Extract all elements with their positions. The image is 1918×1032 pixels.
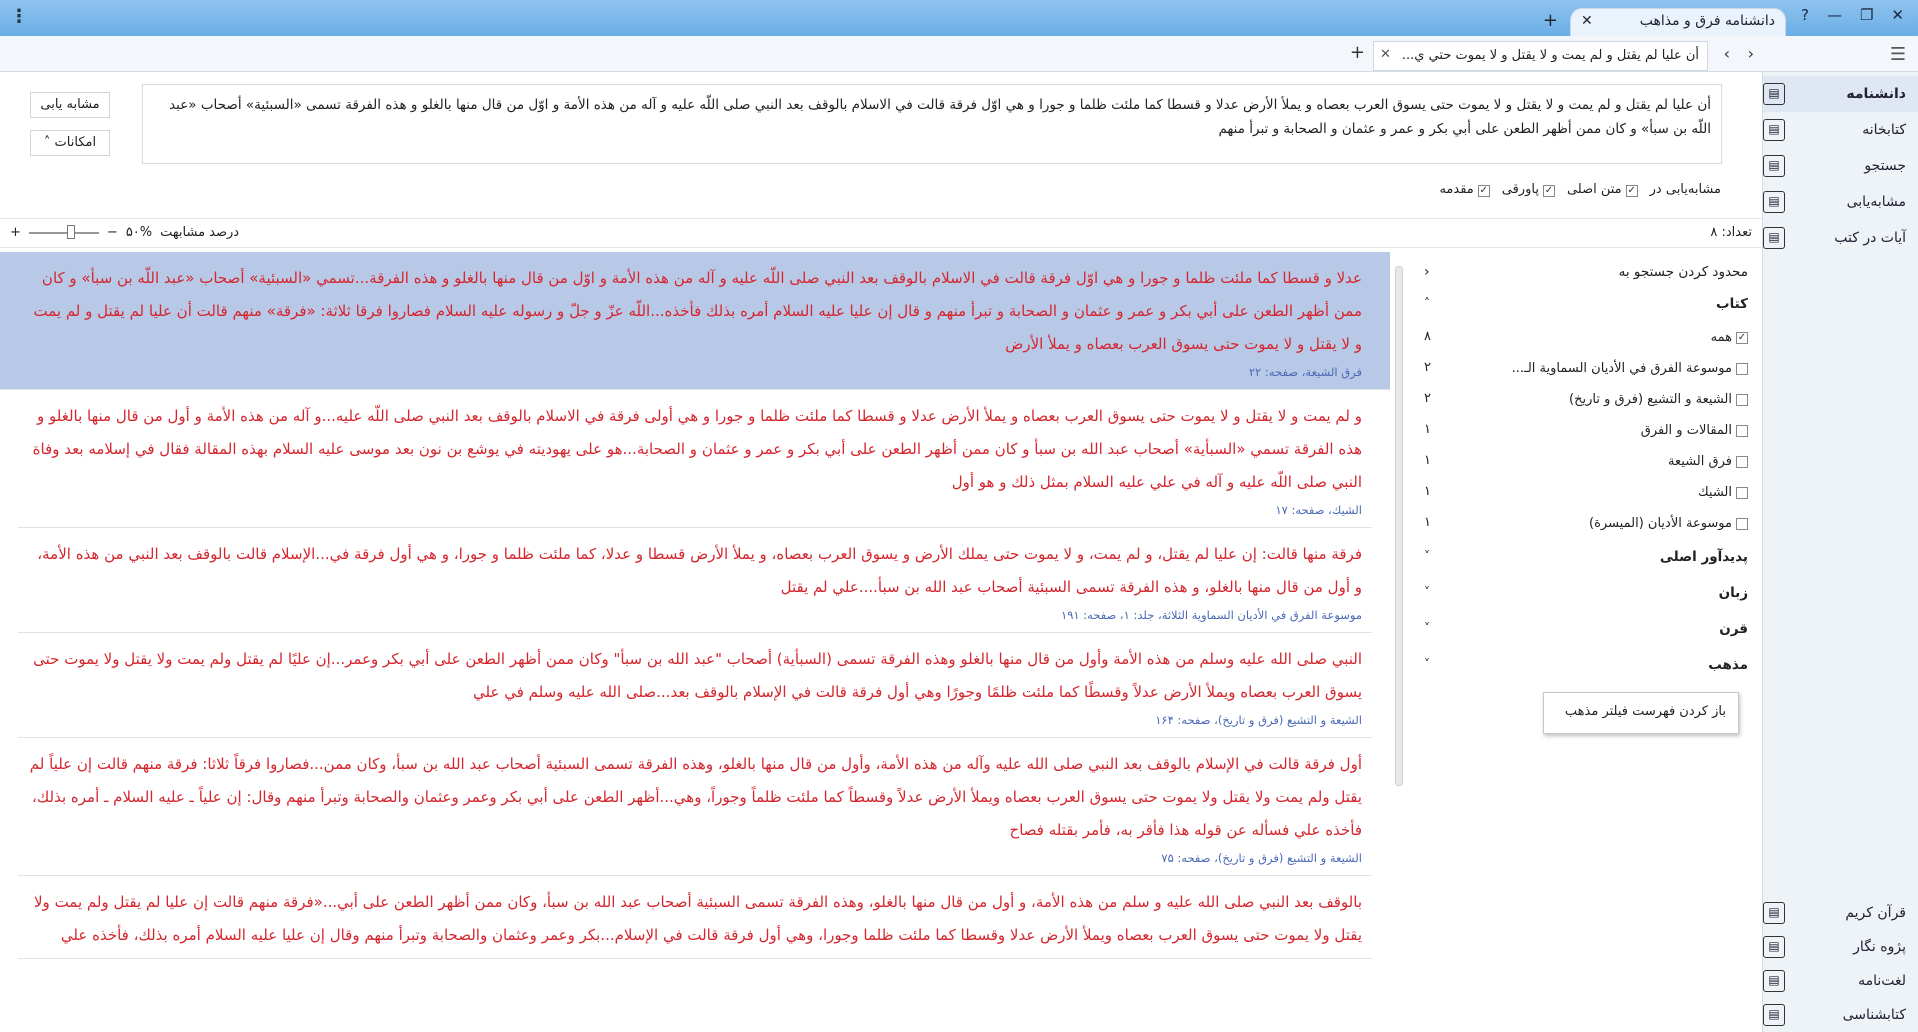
increase-button[interactable]: + [10,225,21,240]
quran-icon: ▤ [1763,902,1785,924]
check-footnote[interactable]: ✓پاورقی [1501,182,1554,197]
sidebar-item[interactable] [1763,112,1918,148]
result-item[interactable] [18,876,1372,959]
search-scope-checks [1439,182,1721,197]
filter-book-label: الشيعة و التشيع (فرق و تاريخ) [1569,392,1732,407]
filter-section-label: پدیدآور اصلی [1659,549,1748,565]
results-scrollbar[interactable] [1392,256,1406,1032]
check-introduction[interactable]: ✓مقدمه [1439,182,1488,197]
filter-book-label: المقالات و الفرق [1640,423,1732,438]
sidebar-item-label: کتابشناسی [1842,1007,1906,1023]
right-sidebar [1762,72,1918,1032]
checkbox-icon: ✓ [1627,185,1636,196]
sidebar-item-label: پژوه نگار [1853,939,1906,955]
scroll-thumb[interactable] [1395,266,1403,786]
verses-icon: ▤ [1763,227,1785,249]
filter-book-count: ۲ [1424,391,1431,406]
sidebar-item[interactable] [1763,76,1918,112]
filter-panel [1414,252,1760,1032]
filter-book-row[interactable] [1414,508,1760,539]
sidebar-item-label: آیات در کتب [1834,230,1906,246]
sidebar-item[interactable] [1763,896,1918,930]
sidebar-item-label: قرآن کریم [1845,905,1906,921]
result-source-link[interactable]: الشيعة و التشيع (فرق و تاريخ)، صفحه: ۱۶۴ [1155,713,1362,727]
filter-book-label: فرق الشيعة [1668,454,1732,469]
close-icon[interactable]: ✕ [1581,13,1593,29]
chevron-down-icon: ˅ [1424,585,1430,599]
back-chevron-icon[interactable]: ‹ [1723,44,1730,63]
new-app-tab-button[interactable]: + [1542,10,1558,31]
similarity-slider-group [10,225,239,240]
filter-book-label: موسوعة الأديان (الميسرة) [1589,516,1732,531]
document-tab[interactable] [1373,41,1708,71]
checkbox-icon: ✓ [1479,185,1488,196]
sidebar-item[interactable] [1763,998,1918,1032]
result-item[interactable] [18,528,1372,633]
query-text-box[interactable]: أن عليا لم يقتل و لم يمت و لا يقتل و لا يموت حتى يسوق العرب بعصاه و يملأ الأرض عدلا و قسطا كما ملئت ظلما و جورا و هي اوّل فرقة قالت في الاسلام بالوقف بعد النبي صلى اللّه عليه و آله من هذه الأمة و اوّل من قال منها بالغلو و هذه الفرقة تسمى «السبئية» أصحاب «عبد اللّه بن سبأ» و كان ممن أظهر الطعن على أبي بكر و عمر و عثمان و الصحابة و تبرأ منهم [142,84,1722,164]
filter-section-label: زبان [1718,585,1748,601]
filter-book-label: موسوعة الفرق في الأديان السماوية الـ... [1511,361,1732,376]
filter-book-count: ۲ [1424,360,1431,375]
chevron-up-icon: ˄ [43,135,51,150]
filter-book-count: ۱ [1424,484,1431,499]
similarity-value: ۵۰% [125,225,153,240]
options-label: امکانات [54,135,97,150]
result-text: عدلا و قسطا كما ملئت ظلما و جورا و هي اوّل فرقة قالت في الاسلام بالوقف بعد النبي صلى اللّه عليه و آله من هذه الأمة و اوّل من قال منها بالغلو و هذه الفرقة...تسمي «السبئية» أصحاب «عبد اللّه بن سبأ» و كان ممن أظهر الطعن على أبي بكر و عمر و عثمان و الصحابة و تبرأ منهم و قال إن عليا عليه السلام أمره بذلك فأخذه...اللّه عزّ و جلّ و رسوله عليه السلام فصاروا فرقا ثلاثة: «فرقة» منهم قالت أن عليا لم يقتل و لم يمت و لا يقتل و لا يموت حتى يسوق العرب بعصاه و يملأ الأرض [33,269,1362,353]
restore-icon[interactable]: ❐ [1859,6,1874,24]
add-tab-button[interactable]: + [1349,42,1365,63]
collapse-chevron-icon[interactable]: ‹ [1424,264,1430,280]
sidebar-item-label: لغت‌نامه [1858,973,1906,989]
sidebar-item-label: جستجو [1864,158,1906,174]
sidebar-item-label: کتابخانه [1862,122,1906,138]
document-tab-bar [0,36,1918,72]
notes-icon: ▤ [1763,936,1785,958]
checkbox-icon[interactable] [1736,394,1748,406]
bibliography-icon: ▤ [1763,1004,1785,1026]
filter-book-row[interactable] [1414,446,1760,477]
filter-book-row[interactable] [1414,384,1760,415]
sidebar-item[interactable] [1763,148,1918,184]
close-window-icon[interactable]: ✕ [1891,6,1904,24]
similarity-slider[interactable] [29,232,99,234]
library-icon: ▤ [1763,119,1785,141]
kebab-menu-icon[interactable]: ⋮ [10,6,28,27]
result-item[interactable] [18,738,1372,876]
help-icon[interactable]: ? [1801,6,1809,24]
checkbox-icon[interactable] [1736,425,1748,437]
checkbox-icon[interactable]: ✓ [1737,331,1747,343]
forward-chevron-icon[interactable]: › [1747,44,1754,63]
minimize-icon[interactable]: — [1826,6,1842,24]
close-tab-icon[interactable]: ✕ [1380,47,1391,62]
slider-thumb[interactable] [67,225,75,239]
result-text: بالوقف بعد النبي صلى الله عليه و سلم من هذه الأمة، و أول من قال منها بالغلو، وهذه الفرقة تسمى السبئية أصحاب عبد الله بن سبأ، وكان ممن أظهر الطعن على أبي...«فرقة منهم قالت إن عليا لم يقتل ولم يمت ولا يقتل ولا يموت حتى يسوق العرب بعصاه ويملأ الأرض عدلا وقسطا كما ملئت ظلما وجورا، وهي أول فرقة قالت في الإسلام...بكر وعمر وعثمان والصحابة وتبرأ منهم وقال إن عليا عليه السلام أمره بذلك، فأخذه علي [34,893,1362,944]
result-source-link[interactable]: الشيعة و التشيع (فرق و تاريخ)، صفحه: ۷۵ [1161,851,1362,865]
search-icon: ▤ [1763,155,1785,177]
filter-section[interactable] [1414,575,1760,611]
hamburger-menu-icon[interactable]: ☰ [1889,44,1906,65]
result-text: فرقة منها قالت: إن عليا لم يقتل، و لم يمت، و لا يموت حتى يملك الأرض و يسوق العرب بعصاه، و يملأ الأرض قسطا و عدلا، كما ملئت ظلما و جورا، و هي أول فرقة في...الإسلام قالت بالوقف بعد النبي من هذه الأمة، و أول من قال منها بالغلو، و هذه الفرقة تسمى السبئية أصحاب عبد الله بن سبأ....علي لم يقتل [37,545,1362,596]
result-source-link[interactable]: فرق الشيعة، صفحه: ۲۲ [1249,365,1362,379]
filter-book-label: همه [1710,330,1732,345]
filter-section[interactable] [1414,539,1760,575]
sidebar-item[interactable] [1763,220,1918,256]
similarity-label: درصد مشابهت [160,225,240,240]
title-bar [0,0,1918,36]
filter-book-label: الشيك [1697,485,1732,500]
sidebar-item[interactable] [1763,930,1918,964]
result-count: تعداد: ۸ [1710,225,1752,240]
filter-book-row[interactable] [1414,353,1760,384]
result-source-link[interactable]: موسوعة الفرق في الأديان السماوية الثلاثة، جلد: ۱، صفحه: ۱۹۱ [1061,608,1362,622]
encyclopedia-icon: ▤ [1763,83,1785,105]
filter-book-count: ۱ [1424,515,1431,530]
filter-book-row[interactable] [1414,322,1760,353]
sidebar-item-label: مشابه‌یابی [1846,194,1906,210]
result-source-link[interactable]: الشيك، صفحه: ۱۷ [1275,503,1362,517]
search-scope-label: مشابه‌یابی در [1649,182,1721,197]
options-button[interactable] [30,130,110,156]
chevron-down-icon: ˅ [1424,621,1430,635]
sidebar-item[interactable] [1763,184,1918,220]
chevron-down-icon: ˅ [1424,549,1430,563]
filter-section[interactable] [1414,611,1760,647]
filter-section-books[interactable]: کتاب ˄ [1424,296,1748,312]
checkbox-icon: ✓ [1544,185,1554,196]
filter-book-row[interactable] [1414,415,1760,446]
filter-section-label: مذهب [1708,657,1748,673]
chevron-up-icon: ˄ [1424,296,1430,310]
result-text: النبي صلى الله عليه وسلم من هذه الأمة وأول من قال منها بالغلو وهذه الفرقة تسمى (السبأية) أصحاب "عبد الله بن سبأ" وكان ممن أظهر الطعن على أبي بكر وعمر...إن عليًا لم يقتل ولم يمت ولا يقتل ولا يموت حتى يسوق العرب بعصاه ويملأ الأرض عدلاً وقسطًا كما ملئت ظلمًا وجورًا وهي أول فرقة قالت في الإسلام بالوقف بعد...صلى الله عليه وسلم في علي [33,650,1362,701]
filter-book-count: ۸ [1424,329,1431,344]
checkbox-icon[interactable] [1736,518,1748,530]
checkbox-icon[interactable] [1736,456,1748,468]
results-toolbar [0,218,1762,248]
sidebar-item-label: دانشنامه [1846,86,1906,102]
filter-book-row[interactable] [1414,477,1760,508]
filter-section-label: قرن [1719,621,1748,637]
filter-book-count: ۱ [1424,422,1431,437]
sidebar-item[interactable] [1763,964,1918,998]
chevron-down-icon: ˅ [1424,657,1430,671]
similarity-search-button[interactable]: مشابه یابی [30,92,110,118]
window-controls [1801,6,1904,24]
filter-tooltip: باز کردن فهرست فیلتر مذهب [1543,692,1739,734]
app-tab[interactable] [1570,8,1786,36]
result-item[interactable] [0,252,1390,390]
filter-header: محدود کردن جستجو به ‹ [1424,264,1748,280]
document-tab-label: أن عليا لم يقتل و لم يمت و لا يقتل و لا يموت حتي ي... [1401,48,1699,63]
filter-section[interactable] [1414,647,1760,683]
filter-book-count: ۱ [1424,453,1431,468]
results-list [0,252,1390,1032]
checkbox-icon[interactable] [1736,363,1748,375]
decrease-button[interactable]: − [106,225,118,240]
check-main-text[interactable]: ✓متن اصلی [1566,182,1636,197]
result-item[interactable] [18,633,1372,738]
dictionary-icon: ▤ [1763,970,1785,992]
result-text: و لم يمت و لا يقتل و لا يموت حتى يسوق العرب بعصاه و يملأ الأرض عدلا و قسطا كما ملئت ظلما و جورا و هي أولى فرقة في الاسلام بالوقف بعد النبي صلى اللّه عليه...و آله من هذه الأمة و أول من قال منها بالغلو و هذه الفرقة تسمي «السبأية» أصحاب عبد الله بن سبأ و كان ممن أظهر الطعن على أبي بكر و عمر و عثمان و الصحابة...هو على يهوديته في يوشع بن نون بعد موسى عليه السلام بهذه المقالة فقال في إسلامه بعد وفاة النبي صلى اللّه عليه و آله في علي عليه السلام بمثل ذلك و هو أول [32,407,1362,491]
app-tab-label: دانشنامه فرق و مذاهب [1639,13,1775,29]
result-item[interactable] [18,390,1372,528]
similarity-icon: ▤ [1763,191,1785,213]
checkbox-icon[interactable] [1736,487,1748,499]
result-text: أول فرقة قالت في الإسلام بالوقف بعد النبي صلى الله عليه وآله من هذه الأمة، وأول من قال منها بالغلو، وهذه الفرقة تسمى السبئية أصحاب عبد الله بن سبأ، وكان ممن...فصاروا فرقاً ثلاثا: فرقة منهم قالت إن علياً لم يقتل ولم يمت ولا يقتل ولا يموت حتى يسوق العرب بعصاه ويملأ الأرض عدلاً وقسطاً كما ملئت ظلماً وجوراً، وهي...أظهر الطعن على أبي بكر وعمر وعثمان والصحابة وتبرأ منهم وقال: إن علياً ـ عليه السلام ـ أمره بذلك، فأخذه علي فسأله عن قوله هذا فأقر به، فأمر بقتله فصاح [29,755,1362,839]
